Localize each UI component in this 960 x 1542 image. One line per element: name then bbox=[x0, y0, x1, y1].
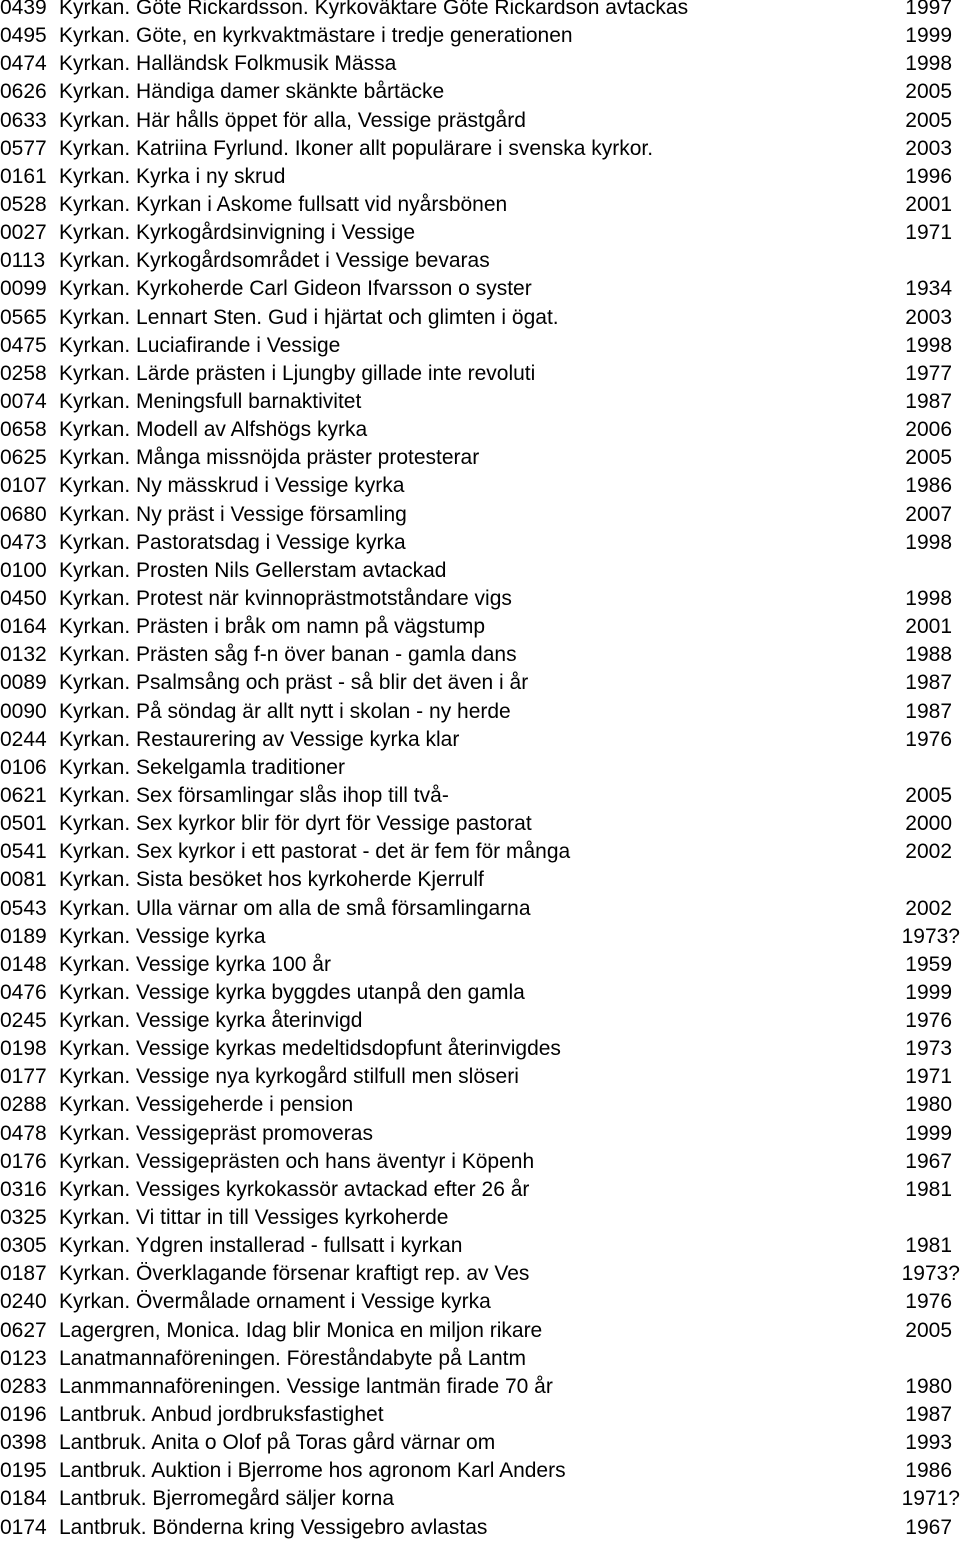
list-item bbox=[0, 275, 960, 303]
entry-year: 2005 bbox=[905, 80, 952, 104]
entry-title: Kyrkan. Här hålls öppet för alla, Vessige prästgård bbox=[59, 108, 526, 132]
entry-year: 2005 bbox=[905, 108, 952, 132]
entry-year: 1987 bbox=[905, 699, 952, 723]
entry-number: 0198 bbox=[0, 1037, 47, 1061]
entry-year: 1973? bbox=[901, 924, 960, 948]
list-item bbox=[0, 247, 960, 275]
list-item bbox=[0, 866, 960, 894]
entry-year: 1976 bbox=[905, 727, 952, 751]
entry-title: Kyrkan. Modell av Alfshögs kyrka bbox=[59, 418, 368, 442]
list-item bbox=[0, 613, 960, 641]
entry-title: Kyrkan. Ny mässkrud i Vessige kyrka bbox=[59, 474, 405, 498]
list-item bbox=[0, 1345, 960, 1373]
list-item bbox=[0, 1485, 960, 1513]
entry-number: 0476 bbox=[0, 980, 47, 1004]
list-item bbox=[0, 641, 960, 669]
entry-year: 1967 bbox=[905, 1149, 952, 1173]
entry-year: 1998 bbox=[905, 333, 952, 357]
entry-title: Kyrkan. Kyrkoherde Carl Gideon Ifvarsson o syster bbox=[59, 277, 532, 301]
entry-title: Kyrkan. Vessige nya kyrkogård stilfull men slöseri bbox=[59, 1065, 519, 1089]
entry-title: Kyrkan. Sex församlingar slås ihop till två- bbox=[59, 783, 449, 807]
entry-number: 0495 bbox=[0, 24, 47, 48]
entry-number: 0245 bbox=[0, 1009, 47, 1033]
entry-year: 1977 bbox=[905, 361, 952, 385]
entry-number: 0625 bbox=[0, 446, 47, 470]
list-item bbox=[0, 191, 960, 219]
entry-year: 1996 bbox=[905, 164, 952, 188]
list-item bbox=[0, 698, 960, 726]
entry-year: 1971 bbox=[905, 1065, 952, 1089]
entry-number: 0174 bbox=[0, 1515, 47, 1539]
entry-title: Kyrkan. Sekelgamla traditioner bbox=[59, 755, 345, 779]
list-item bbox=[0, 895, 960, 923]
entry-title: Kyrkan. Vessiges kyrkokassör avtackad efter 26 år bbox=[59, 1177, 530, 1201]
entry-year: 1971? bbox=[901, 1487, 960, 1511]
entry-number: 0478 bbox=[0, 1121, 47, 1145]
entry-number: 0398 bbox=[0, 1431, 47, 1455]
entry-title: Kyrkan. Vessige kyrka bbox=[59, 924, 266, 948]
entry-title: Kyrkan. Vessigeherde i pension bbox=[59, 1093, 354, 1117]
entry-number: 0501 bbox=[0, 812, 47, 836]
entry-number: 0316 bbox=[0, 1177, 47, 1201]
entry-title: Kyrkan. Vessige kyrka återinvigd bbox=[59, 1009, 363, 1033]
entry-title: Kyrkan. Kyrkogårdsområdet i Vessige bevaras bbox=[59, 249, 490, 273]
entry-number: 0627 bbox=[0, 1318, 47, 1342]
entry-number: 0325 bbox=[0, 1206, 47, 1230]
entry-title: Kyrkan. Händiga damer skänkte bårtäcke bbox=[59, 80, 445, 104]
entry-year: 1934 bbox=[905, 277, 952, 301]
entry-number: 0196 bbox=[0, 1403, 47, 1427]
entry-year: 2001 bbox=[905, 192, 952, 216]
entry-year: 2005 bbox=[905, 1318, 952, 1342]
list-item bbox=[0, 1035, 960, 1063]
entry-number: 0184 bbox=[0, 1487, 47, 1511]
entry-number: 0123 bbox=[0, 1346, 47, 1370]
entry-title: Kyrkan. Halländsk Folkmusik Mässa bbox=[59, 52, 397, 76]
list-item bbox=[0, 557, 960, 585]
entry-title: Kyrkan. Kyrka i ny skrud bbox=[59, 164, 286, 188]
entry-number: 0177 bbox=[0, 1065, 47, 1089]
list-item bbox=[0, 416, 960, 444]
entry-number: 0176 bbox=[0, 1149, 47, 1173]
entry-title: Lanmmannaföreningen. Vessige lantmän firade 70 år bbox=[59, 1374, 553, 1398]
entry-number: 0621 bbox=[0, 783, 47, 807]
entry-year: 1971 bbox=[905, 221, 952, 245]
entry-number: 0240 bbox=[0, 1290, 47, 1314]
list-item bbox=[0, 78, 960, 106]
entry-number: 0258 bbox=[0, 361, 47, 385]
entry-year: 1987 bbox=[905, 389, 952, 413]
entry-number: 0161 bbox=[0, 164, 47, 188]
list-item bbox=[0, 782, 960, 810]
entry-year: 2000 bbox=[905, 812, 952, 836]
entry-year: 1998 bbox=[905, 530, 952, 554]
entry-year: 2003 bbox=[905, 305, 952, 329]
list-item bbox=[0, 50, 960, 78]
entry-number: 0543 bbox=[0, 896, 47, 920]
entry-year: 2005 bbox=[905, 446, 952, 470]
entry-year: 1999 bbox=[905, 980, 952, 1004]
entry-title: Lantbruk. Bönderna kring Vessigebro avlastas bbox=[59, 1515, 488, 1539]
entry-number: 0074 bbox=[0, 389, 47, 413]
entry-title: Kyrkan. Vessigepräst promoveras bbox=[59, 1121, 373, 1145]
entry-number: 0164 bbox=[0, 615, 47, 639]
entry-title: Kyrkan. Restaurering av Vessige kyrka klar bbox=[59, 727, 460, 751]
list-item bbox=[0, 1260, 960, 1288]
entry-title: Kyrkan. Lärde prästen i Ljungby gillade inte revoluti bbox=[59, 361, 536, 385]
entry-title: Kyrkan. Prästen i bråk om namn på vägstump bbox=[59, 615, 486, 639]
list-item bbox=[0, 1007, 960, 1035]
entry-title: Kyrkan. Ydgren installerad - fullsatt i kyrkan bbox=[59, 1234, 463, 1258]
entry-year: 1976 bbox=[905, 1009, 952, 1033]
list-item bbox=[0, 669, 960, 697]
entry-year: 1976 bbox=[905, 1290, 952, 1314]
entry-year: 2001 bbox=[905, 615, 952, 639]
entry-number: 0189 bbox=[0, 924, 47, 948]
entry-title: Kyrkan. Katriina Fyrlund. Ikoner allt populärare i svenska kyrkor. bbox=[59, 136, 654, 160]
list-item bbox=[0, 163, 960, 191]
entry-title: Kyrkan. Vessige kyrka 100 år bbox=[59, 952, 331, 976]
entry-title: Kyrkan. Lennart Sten. Gud i hjärtat och glimten i ögat. bbox=[59, 305, 559, 329]
list-item bbox=[0, 304, 960, 332]
entry-title: Lantbruk. Bjerromegård säljer korna bbox=[59, 1487, 394, 1511]
list-item bbox=[0, 0, 960, 22]
list-item bbox=[0, 1091, 960, 1119]
entry-year: 2006 bbox=[905, 418, 952, 442]
list-item bbox=[0, 388, 960, 416]
entry-year: 2005 bbox=[905, 783, 952, 807]
list-item bbox=[0, 501, 960, 529]
list-item bbox=[0, 472, 960, 500]
entry-year: 1999 bbox=[905, 1121, 952, 1145]
entry-year: 1981 bbox=[905, 1234, 952, 1258]
list-item bbox=[0, 135, 960, 163]
entry-title: Kyrkan. Kyrkan i Askome fullsatt vid nyårsbönen bbox=[59, 192, 508, 216]
list-item bbox=[0, 726, 960, 754]
entry-title: Kyrkan. Sex kyrkor blir för dyrt för Vessige pastorat bbox=[59, 812, 532, 836]
entry-year: 2002 bbox=[905, 840, 952, 864]
entry-title: Kyrkan. Protest när kvinnoprästmotståndare vigs bbox=[59, 586, 512, 610]
list-item bbox=[0, 219, 960, 247]
entry-number: 0680 bbox=[0, 502, 47, 526]
list-item bbox=[0, 107, 960, 135]
list-item bbox=[0, 810, 960, 838]
entry-number: 0473 bbox=[0, 530, 47, 554]
entry-title: Kyrkan. Göte, en kyrkvaktmästare i tredje generationen bbox=[59, 24, 573, 48]
list-item bbox=[0, 360, 960, 388]
entry-number: 0195 bbox=[0, 1459, 47, 1483]
entry-number: 0148 bbox=[0, 952, 47, 976]
list-item bbox=[0, 529, 960, 557]
list-item bbox=[0, 1401, 960, 1429]
entry-year: 1973? bbox=[901, 1262, 960, 1286]
list-item bbox=[0, 1232, 960, 1260]
list-item bbox=[0, 1317, 960, 1345]
list-item bbox=[0, 1148, 960, 1176]
list-item bbox=[0, 1176, 960, 1204]
entry-title: Kyrkan. Prästen såg f-n över banan - gamla dans bbox=[59, 643, 517, 667]
entry-year: 1988 bbox=[905, 643, 952, 667]
entry-title: Lanatmannaföreningen. Föreståndabyte på Lantm bbox=[59, 1346, 526, 1370]
list-item bbox=[0, 923, 960, 951]
entry-year: 1986 bbox=[905, 474, 952, 498]
entry-year: 2003 bbox=[905, 136, 952, 160]
entry-year: 1997 bbox=[905, 0, 952, 19]
entry-title: Kyrkan. Överklagande försenar kraftigt rep. av Ves bbox=[59, 1262, 530, 1286]
entry-title: Kyrkan. Prosten Nils Gellerstam avtackad bbox=[59, 558, 447, 582]
entry-number: 0658 bbox=[0, 418, 47, 442]
list-item bbox=[0, 585, 960, 613]
entry-number: 0288 bbox=[0, 1093, 47, 1117]
list-item bbox=[0, 1063, 960, 1091]
entry-number: 0113 bbox=[0, 249, 46, 273]
list-item bbox=[0, 951, 960, 979]
entry-year: 1987 bbox=[905, 1403, 952, 1427]
entry-number: 0081 bbox=[0, 868, 47, 892]
entry-year: 1998 bbox=[905, 52, 952, 76]
entry-year: 1998 bbox=[905, 586, 952, 610]
entry-year: 1959 bbox=[905, 952, 952, 976]
entry-number: 0090 bbox=[0, 699, 47, 723]
entry-year: 2002 bbox=[905, 896, 952, 920]
entry-title: Kyrkan. Ny präst i Vessige församling bbox=[59, 502, 407, 526]
entry-number: 0107 bbox=[0, 474, 47, 498]
entry-title: Kyrkan. Luciafirande i Vessige bbox=[59, 333, 341, 357]
entry-title: Lantbruk. Auktion i Bjerrome hos agronom Karl Anders bbox=[59, 1459, 566, 1483]
list-item bbox=[0, 838, 960, 866]
entry-number: 0439 bbox=[0, 0, 47, 19]
entry-number: 0283 bbox=[0, 1374, 47, 1398]
entry-year: 1967 bbox=[905, 1515, 952, 1539]
list-item bbox=[0, 1514, 960, 1542]
entry-title: Kyrkan. Sex kyrkor i ett pastorat - det är fem för många bbox=[59, 840, 571, 864]
entry-title: Kyrkan. Vi tittar in till Vessiges kyrkoherde bbox=[59, 1206, 449, 1230]
list-item bbox=[0, 1204, 960, 1232]
entry-number: 0577 bbox=[0, 136, 47, 160]
entry-number: 0089 bbox=[0, 671, 47, 695]
entry-number: 0244 bbox=[0, 727, 47, 751]
entry-year: 1973 bbox=[905, 1037, 952, 1061]
entry-number: 0565 bbox=[0, 305, 47, 329]
entry-year: 1999 bbox=[905, 24, 952, 48]
entry-year: 1980 bbox=[905, 1374, 952, 1398]
entry-title: Kyrkan. Psalmsång och präst - så blir det även i år bbox=[59, 671, 529, 695]
entry-number: 0626 bbox=[0, 80, 47, 104]
entry-number: 0528 bbox=[0, 192, 47, 216]
entry-title: Kyrkan. Göte Rickardsson. Kyrkoväktare Göte Rickardson avtackas bbox=[59, 0, 689, 19]
entry-title: Kyrkan. Vessigeprästen och hans äventyr i Köpenh bbox=[59, 1149, 535, 1173]
entry-number: 0474 bbox=[0, 52, 47, 76]
list-item bbox=[0, 1288, 960, 1316]
list-item bbox=[0, 1457, 960, 1485]
entry-number: 0475 bbox=[0, 333, 47, 357]
entry-number: 0541 bbox=[0, 840, 47, 864]
list-item bbox=[0, 979, 960, 1007]
entry-title: Kyrkan. Vessige kyrka byggdes utanpå den gamla bbox=[59, 980, 525, 1004]
list-item bbox=[0, 754, 960, 782]
entry-title: Kyrkan. Kyrkogårdsinvigning i Vessige bbox=[59, 221, 416, 245]
entry-title: Kyrkan. Många missnöjda präster protesterar bbox=[59, 446, 480, 470]
entry-year: 1986 bbox=[905, 1459, 952, 1483]
entry-year: 1993 bbox=[905, 1431, 952, 1455]
entry-title: Kyrkan. På söndag är allt nytt i skolan - ny herde bbox=[59, 699, 511, 723]
list-item bbox=[0, 1429, 960, 1457]
entry-number: 0187 bbox=[0, 1262, 47, 1286]
entry-number: 0106 bbox=[0, 755, 47, 779]
entry-year: 1981 bbox=[905, 1177, 952, 1201]
entry-number: 0633 bbox=[0, 108, 47, 132]
list-item bbox=[0, 1120, 960, 1148]
entry-number: 0305 bbox=[0, 1234, 47, 1258]
entry-number: 0099 bbox=[0, 277, 47, 301]
list-item bbox=[0, 1373, 960, 1401]
entry-number: 0450 bbox=[0, 586, 47, 610]
entry-title: Kyrkan. Sista besöket hos kyrkoherde Kjerrulf bbox=[59, 868, 484, 892]
entry-title: Kyrkan. Övermålade ornament i Vessige kyrka bbox=[59, 1290, 491, 1314]
entry-year: 2007 bbox=[905, 502, 952, 526]
entry-year: 1980 bbox=[905, 1093, 952, 1117]
entry-number: 0100 bbox=[0, 558, 47, 582]
entry-number: 0132 bbox=[0, 643, 47, 667]
entry-title: Kyrkan. Pastoratsdag i Vessige kyrka bbox=[59, 530, 406, 554]
entry-title: Kyrkan. Vessige kyrkas medeltidsdopfunt återinvigdes bbox=[59, 1037, 561, 1061]
entry-title: Lantbruk. Anita o Olof på Toras gård värnar om bbox=[59, 1431, 496, 1455]
list-item bbox=[0, 332, 960, 360]
entry-title: Kyrkan. Ulla värnar om alla de små församlingarna bbox=[59, 896, 531, 920]
entry-title: Kyrkan. Meningsfull barnaktivitet bbox=[59, 389, 362, 413]
entry-year: 1987 bbox=[905, 671, 952, 695]
entry-number: 0027 bbox=[0, 221, 47, 245]
list-item bbox=[0, 444, 960, 472]
entry-title: Lagergren, Monica. Idag blir Monica en miljon rikare bbox=[59, 1318, 543, 1342]
entry-title: Lantbruk. Anbud jordbruksfastighet bbox=[59, 1403, 384, 1427]
list-item bbox=[0, 22, 960, 50]
